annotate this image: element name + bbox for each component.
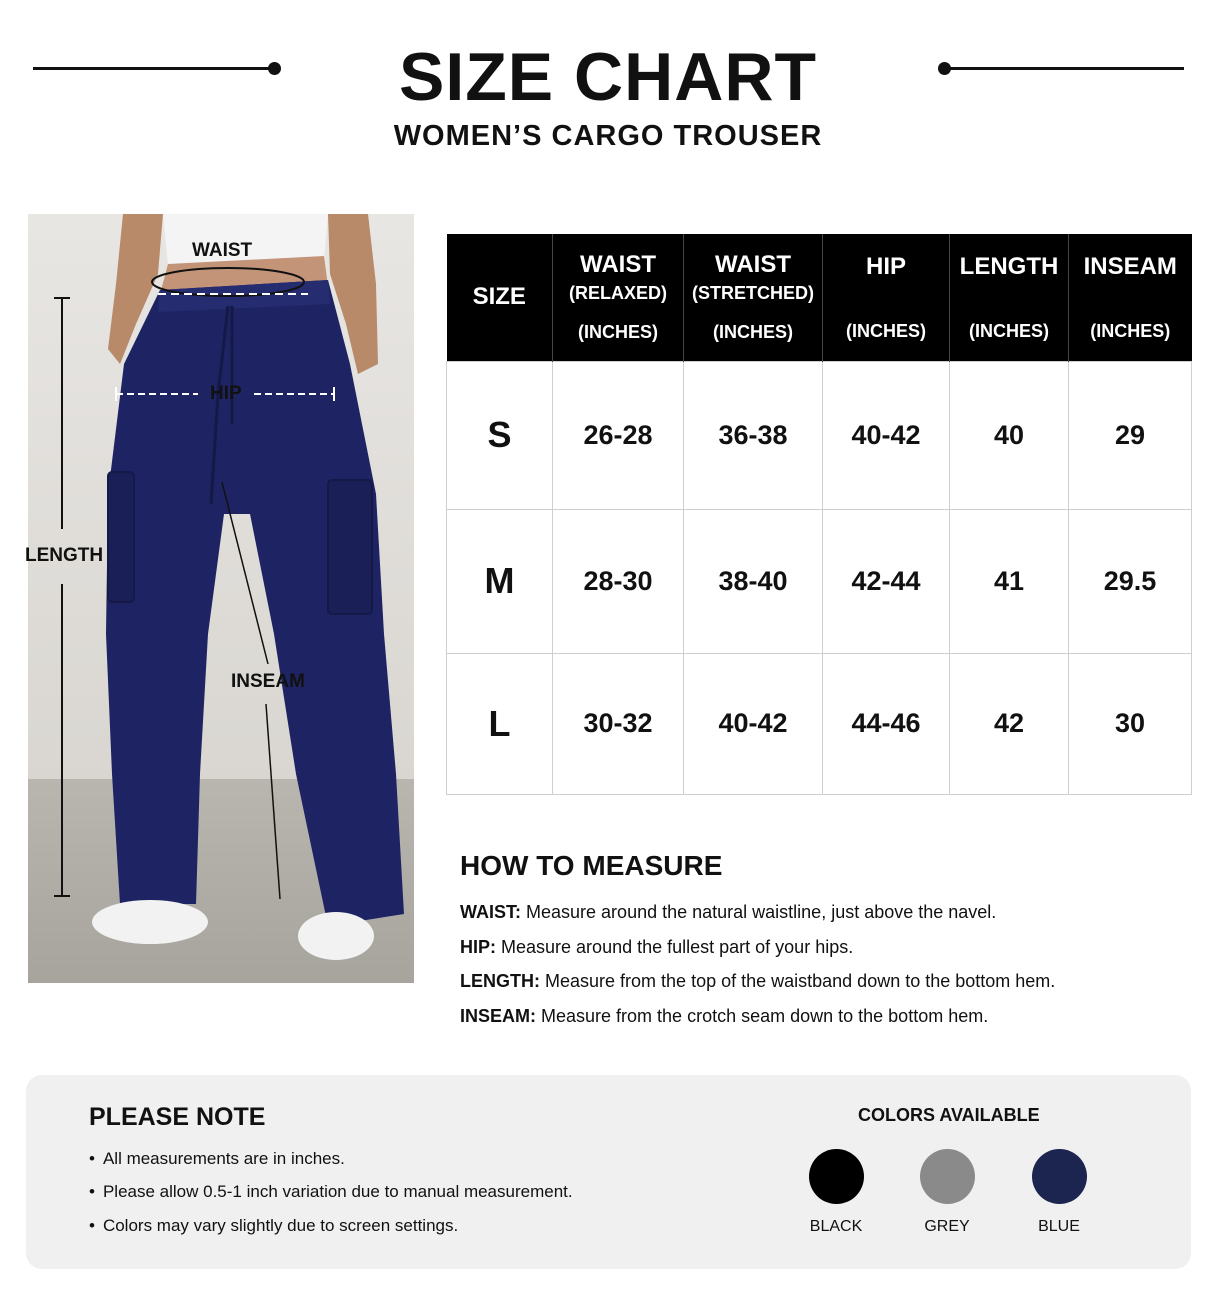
list-item: • Colors may vary slightly due to screen settings. (89, 1216, 573, 1249)
waist-relaxed-cell: 30-32 (553, 653, 684, 794)
table-row (447, 653, 1192, 794)
header-hip: HIP (INCHES) (823, 234, 950, 361)
measure-text: Measure around the fullest part of your hips. (501, 936, 854, 957)
measure-text: Measure around the natural waistline, just above the navel. (526, 902, 997, 922)
note-list (89, 1149, 573, 1249)
table-row (447, 361, 1192, 509)
header-waist-relaxed: WAIST (RELAXED) (INCHES) (553, 234, 684, 361)
table-row (447, 509, 1192, 653)
inseam-cell: 30 (1069, 653, 1192, 794)
product-photo (28, 214, 414, 983)
waist-stretched-cell: 36-38 (684, 361, 823, 509)
length-cell: 41 (950, 509, 1069, 653)
inseam-cell: 29 (1069, 361, 1192, 509)
page-subtitle: WOMEN’S CARGO TROUSER (393, 120, 823, 152)
measure-term: WAIST: (460, 902, 521, 922)
waist-stretched-cell: 38-40 (684, 509, 823, 653)
hip-cell: 44-46 (823, 653, 950, 794)
hip-cell: 40-42 (823, 361, 950, 509)
measure-term: INSEAM: (460, 1005, 536, 1026)
how-to-measure-title: HOW TO MEASURE (460, 850, 723, 881)
size-table-header (447, 234, 1192, 361)
measure-item (460, 971, 1180, 1006)
model-illustration (28, 214, 414, 983)
measure-item (460, 902, 1180, 937)
waist-relaxed-cell: 28-30 (553, 509, 684, 653)
inseam-label: INSEAM (231, 671, 305, 692)
size-cell: M (447, 509, 553, 653)
inseam-cell: 29.5 (1069, 509, 1192, 653)
length-cell: 40 (950, 361, 1069, 509)
measure-item (460, 1006, 1180, 1041)
waist-relaxed-cell: 26-28 (553, 361, 684, 509)
note-panel (26, 1075, 1191, 1269)
measure-text: Measure from the crotch seam down to the bottom hem. (541, 1005, 989, 1026)
length-cell: 42 (950, 653, 1069, 794)
list-item: • Please allow 0.5-1 inch variation due to manual measurement. (89, 1182, 573, 1215)
waist-label: WAIST (192, 240, 253, 261)
color-label-blue: BLUE (1038, 1218, 1080, 1235)
size-table (446, 234, 1192, 795)
measure-term: HIP: (460, 936, 496, 957)
measure-item (460, 937, 1180, 972)
measure-text: Measure from the top of the waistband down to the bottom hem. (545, 971, 1056, 992)
hip-label: HIP (210, 383, 242, 404)
size-cell: S (447, 361, 553, 509)
size-cell: L (447, 653, 553, 794)
color-swatch-black[interactable] (809, 1149, 864, 1204)
colors-title: COLORS AVAILABLE (858, 1105, 1040, 1125)
list-item: • All measurements are in inches. (89, 1149, 573, 1182)
header-rule-right (944, 67, 1184, 70)
color-label-black: BLACK (809, 1218, 863, 1235)
header-length: LENGTH (INCHES) (950, 234, 1069, 361)
hip-cell: 42-44 (823, 509, 950, 653)
page-title: SIZE CHART (399, 39, 817, 115)
header (0, 0, 1216, 170)
length-label: LENGTH (25, 545, 104, 566)
header-inseam: INSEAM (INCHES) (1069, 234, 1192, 361)
how-to-measure (460, 850, 1180, 1040)
color-swatch-grey[interactable] (920, 1149, 975, 1204)
color-label-grey: GREY (924, 1218, 970, 1235)
note-title: PLEASE NOTE (89, 1103, 266, 1131)
waist-stretched-cell: 40-42 (684, 653, 823, 794)
measure-term: LENGTH: (460, 971, 540, 992)
color-swatch-blue[interactable] (1032, 1149, 1087, 1204)
header-waist-stretched: WAIST (STRETCHED) (INCHES) (684, 234, 823, 361)
header-size: SIZE (447, 234, 553, 361)
